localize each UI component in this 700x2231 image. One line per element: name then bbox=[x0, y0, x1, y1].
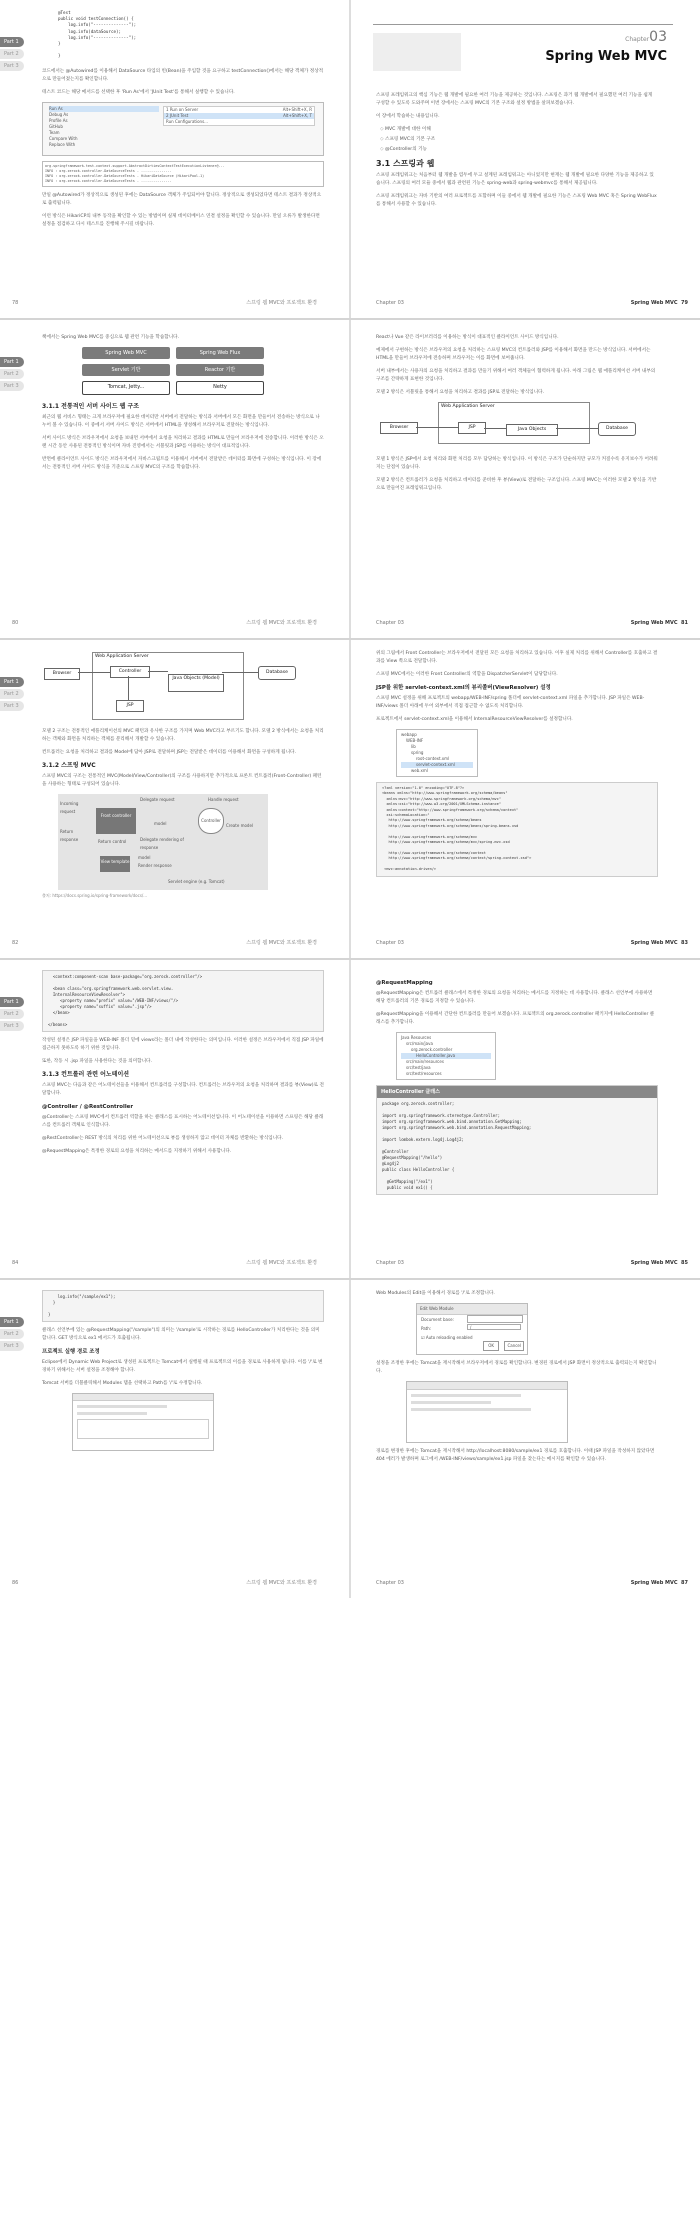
connector bbox=[416, 427, 458, 428]
window-toolbar bbox=[73, 1394, 213, 1401]
stack-box-tomcat: Tomcat, Jetty... bbox=[82, 381, 170, 395]
chapter-band bbox=[373, 33, 461, 71]
code-listing bbox=[376, 1085, 658, 1195]
page-78 bbox=[0, 0, 349, 318]
model-label: model bbox=[138, 855, 151, 860]
page-number: 81 bbox=[681, 620, 688, 626]
submenu-label: 2 JUnit Test bbox=[166, 112, 189, 118]
tree-node[interactable]: spring bbox=[411, 750, 424, 755]
page-number: 87 bbox=[681, 1580, 688, 1586]
section-heading: 3.1.3 컨트롤러 관련 어노테이션 bbox=[42, 1071, 130, 1078]
spring-stack-diagram bbox=[42, 347, 324, 397]
menu-item[interactable]: Debug As bbox=[49, 111, 69, 117]
tab-part3[interactable]: Part 3 bbox=[0, 1341, 24, 1351]
paragraph: Tomcat 서버를 더블클릭해서 Modules 탭을 선택하고 Path를 '/'로 수정합니다. bbox=[42, 1381, 203, 1386]
page-body bbox=[42, 970, 324, 1161]
running-title bbox=[631, 620, 688, 626]
view-resolver-code: <context:component-scan base-package="org.zerock.controller"/> <bean class="org.springframework.web.servlet.view. InternalResourceViewResolver"> <property name="prefix" value="/WEB-INF/views/"/> <property name="suffix" value=".jsp"/> </bean> </beans> bbox=[42, 970, 324, 1032]
menu-item[interactable]: Run As bbox=[49, 106, 159, 112]
create-model-label: Create model bbox=[226, 823, 254, 828]
paragraph: 스프링 MVC에서는 이러한 Front Controller의 역할을 DispatcherServlet이 담당합니다. bbox=[376, 672, 558, 677]
controller-circle: Controller bbox=[198, 808, 224, 834]
spread-1 bbox=[0, 0, 700, 318]
was-label: Web Application Server bbox=[441, 404, 495, 409]
path-label: Path: bbox=[421, 1326, 432, 1331]
connector bbox=[78, 672, 110, 673]
tree-node[interactable]: lib bbox=[411, 744, 416, 749]
model1-diagram bbox=[376, 402, 658, 450]
page-number: 80 bbox=[12, 620, 19, 626]
connector bbox=[148, 671, 168, 672]
book-title-footer: 스프링 웹 MVC와 프로젝트 환경 bbox=[246, 620, 317, 626]
page-body bbox=[376, 974, 658, 1195]
project-tree-screenshot bbox=[396, 729, 478, 777]
jsp-node: JSP bbox=[458, 422, 486, 434]
menu-item[interactable]: Team bbox=[49, 129, 60, 135]
submenu-label: 1 Run on Server bbox=[166, 106, 199, 112]
paragraph: 스프링 프레임워크의 핵심 기능은 웹 개발에 필요한 여러 기능을 제공하는 것입니다. 스프링은 과거 웹 개발에서 필요했던 여러 기능을 쉽게 구성할 수 있도록 도와주며 이번 장에서는 스프링 MVC의 기본 구조와 설정 방법을 살펴보겠습니다. bbox=[376, 93, 653, 106]
shortcut-label: Alt+Shift+X, T bbox=[283, 112, 312, 118]
tree-node[interactable]: src/main/resources bbox=[406, 1059, 444, 1064]
page-84 bbox=[0, 960, 349, 1278]
console-log-screenshot bbox=[42, 161, 324, 187]
paragraph: 테스트 코드는 해당 메서드를 선택한 후 'Run As'에서 'JUnit Test'를 통해서 실행할 수 있습니다. bbox=[42, 89, 235, 95]
page-body bbox=[376, 650, 658, 882]
chapter-footer: Chapter 03 bbox=[376, 300, 404, 306]
paragraph: 예제에서 구현하는 방식은 브라우저의 요청을 처리하는 스프링 MVC의 컨트롤러와 JSP를 이용해서 화면을 만드는 방식입니다. 서버에서는 HTML을 만들어 브라우저에 전송하며 브라우저는 이를 화면에 보여줍니다. bbox=[376, 348, 651, 361]
paragraph: @RestController는 REST 방식의 처리를 위한 어노테이션으로 뷰를 생성하지 않고 데이터 자체를 반환하는 방식입니다. bbox=[42, 1136, 284, 1141]
menu-item[interactable]: GitHub bbox=[49, 123, 63, 129]
tab-part1[interactable]: Part 1 bbox=[0, 1317, 24, 1327]
tab-part3[interactable]: Part 3 bbox=[0, 701, 24, 711]
stack-box-reactor: Reactor 기반 bbox=[176, 364, 264, 376]
tree-node[interactable]: webapp bbox=[401, 732, 417, 737]
front-controller-box: Front controller bbox=[96, 808, 136, 834]
page-number: 86 bbox=[12, 1580, 19, 1586]
tab-part2[interactable]: Part 2 bbox=[0, 1329, 24, 1339]
chapter-number bbox=[625, 29, 667, 45]
delegate-rendering-label: Delegate rendering of response bbox=[140, 837, 184, 850]
section-heading: 3.1 스프링과 웹 bbox=[376, 159, 435, 168]
log-line: INFO : org.zerock.controller.DataSourceTests - --------------- bbox=[45, 168, 172, 173]
tab-part2[interactable]: Part 2 bbox=[0, 369, 24, 379]
tree-node[interactable]: org.zerock.controller bbox=[411, 1047, 453, 1052]
tab-part1[interactable]: Part 1 bbox=[0, 997, 24, 1007]
page-number: 85 bbox=[681, 1260, 688, 1266]
paragraph: 스프링 MVC는 다음과 같은 어노테이션들을 이용해서 컨트롤러를 구성합니다. 컨트롤러는 브라우저의 요청을 처리하며 결과를 뷰(View)로 전달합니다. bbox=[42, 1083, 324, 1096]
auto-reload-checkbox[interactable]: ☑ Auto reloading enabled bbox=[421, 1335, 473, 1340]
browser-node: Browser bbox=[44, 668, 80, 680]
section-heading: JSP를 위한 servlet-context.xml의 뷰리졸버(ViewResolver) 설정 bbox=[376, 685, 551, 691]
connector bbox=[484, 428, 506, 429]
menu-item[interactable]: Profile As bbox=[49, 117, 68, 123]
dialog-title: Edit Web Module bbox=[417, 1304, 527, 1315]
cancel-button[interactable]: Cancel bbox=[504, 1341, 524, 1351]
subsection-heading: @Controller / @RestController bbox=[42, 1104, 133, 1110]
model-label: model bbox=[154, 821, 167, 826]
chapter-footer: Chapter 03 bbox=[376, 940, 404, 946]
paragraph: 스프링 프레임워크는 처음부터 웹 개발을 염두에 두고 설계된 프레임워크는 아니었지만 현재는 웹 개발에 필요한 다양한 기능을 제공하고 있습니다. 스프링의 여러 모듈 중에서 웹과 관련된 기능은 spring-web과 spring-webmvc를 통해서 제공됩니다. bbox=[376, 173, 654, 186]
page-number: 84 bbox=[12, 1260, 19, 1266]
test-code: @Test public void testConnection() { log.info("--------------"); log.info(dataSource); log.info("--------------"); } } bbox=[58, 10, 137, 59]
return-response-label: Return response bbox=[60, 829, 79, 842]
paragraph: @RequestMapping은 특정한 경로의 요청을 처리하는 메서드를 지정하기 위해서 사용합니다. bbox=[42, 1149, 232, 1154]
chapter-label: Chapter bbox=[625, 36, 650, 43]
page-81 bbox=[351, 320, 700, 638]
running-title bbox=[631, 300, 688, 306]
list-item: ◇ @Controller의 기능 bbox=[380, 146, 658, 154]
figure-source: 출처: https://docs.spring.io/spring-framework/docs/... bbox=[42, 893, 148, 898]
return-control-label: Return control bbox=[98, 839, 127, 844]
log-line: INFO : org.zerock.controller.DataSourceTests - HikariDataSource (HikariPool-1) bbox=[45, 173, 205, 178]
context-menu bbox=[49, 106, 159, 148]
spread-3 bbox=[0, 640, 700, 958]
paragraph: 스프링 MVC의 구조는 전통적인 MVC(Model/View/Controller)의 구조를 사용하지만 추가적으로 프론트 컨트롤러(Front-Controller) 패턴을 사용하는 형태로 구성되어 있습니다. bbox=[42, 774, 322, 787]
book-title-footer: 스프링 웹 MVC와 프로젝트 환경 bbox=[246, 1580, 317, 1586]
subsection-heading: @RequestMapping bbox=[376, 980, 433, 986]
part-tabs bbox=[0, 677, 24, 713]
tree-node[interactable]: src/test/java bbox=[406, 1065, 431, 1070]
browser-404-screenshot bbox=[406, 1381, 568, 1443]
run-as-submenu bbox=[163, 106, 315, 126]
running-title-text: Spring Web MVC bbox=[630, 300, 678, 306]
paragraph: 모델 2 방식은 서블릿을 통해서 요청을 처리하고 결과를 JSP로 전달하는 방식입니다. bbox=[376, 390, 545, 395]
database-node: Database bbox=[258, 666, 296, 680]
paragraph: 서버 사이드 방식은 브라우저에서 요청을 보내면 서버에서 요청을 처리하고 결과를 HTML로 만들어 브라우저에 전송합니다. 이러한 방식은 오랜 시간 동안 사용된 전통적인 방식이며 자바 진영에서는 서블릿과 JSP를 이용하는 방식이 대표적입니다. bbox=[42, 436, 324, 449]
tomcat-modules-screenshot bbox=[72, 1393, 214, 1451]
tree-node[interactable]: src/main/java bbox=[406, 1041, 433, 1046]
tab-part3[interactable]: Part 3 bbox=[0, 381, 24, 391]
modules-table bbox=[77, 1419, 209, 1439]
paragraph: 프로젝트에서 servlet-context.xml을 이용해서 InternalResourceViewResolver를 설정합니다. bbox=[376, 717, 573, 722]
code-title: HelloController 클래스 bbox=[377, 1086, 657, 1098]
package-tree-screenshot bbox=[396, 1032, 496, 1080]
subsection-heading: 프로젝트 실행 경로 조정 bbox=[42, 1349, 100, 1355]
part-tabs bbox=[0, 1317, 24, 1353]
page-number: 79 bbox=[681, 300, 688, 306]
browser-node: Browser bbox=[380, 422, 418, 434]
jsp-node: JSP bbox=[116, 700, 144, 712]
tab-part2[interactable]: Part 2 bbox=[0, 1009, 24, 1019]
page-number: 82 bbox=[12, 940, 19, 946]
log-line: org.springframework.test.context.support.AbstractDirtiesContextTestExecutionListener@... bbox=[45, 163, 225, 168]
menu-item[interactable]: Replace With bbox=[49, 141, 76, 147]
servlet-engine-label: Servlet engine (e.g. Tomcat) bbox=[168, 879, 225, 884]
chapter-footer: Chapter 03 bbox=[376, 1260, 404, 1266]
submenu-item[interactable]: Run Configurations... bbox=[166, 118, 208, 124]
page-86 bbox=[0, 1280, 349, 1598]
render-response-label: Render response bbox=[138, 863, 172, 868]
page-83 bbox=[351, 640, 700, 958]
chapter-header bbox=[373, 24, 673, 77]
book-title-footer: 스프링 웹 MVC와 프로젝트 환경 bbox=[246, 1260, 317, 1266]
doc-base-input[interactable] bbox=[467, 1315, 523, 1323]
placeholder-row bbox=[77, 1405, 167, 1408]
running-title-text: Spring Web MVC bbox=[630, 620, 678, 626]
placeholder-row bbox=[411, 1394, 521, 1397]
tree-node[interactable]: Java Resources bbox=[401, 1035, 432, 1040]
chapter-footer: Chapter 03 bbox=[376, 620, 404, 626]
path-input[interactable]: / bbox=[467, 1324, 521, 1330]
running-title bbox=[631, 1260, 688, 1266]
paragraph: 스프링 프레임워크는 자바 기반의 여러 프로젝트를 포함하며 이들 중에서 웹 개발에 필요한 기능은 스프링 Web MVC 혹은 Spring WebFlux를 통해서 사용할 수 있습니다. bbox=[376, 194, 657, 207]
controller-node: Controller bbox=[110, 666, 150, 678]
spread-5 bbox=[0, 1280, 700, 1598]
placeholder-row bbox=[411, 1408, 531, 1411]
log-line: INFO : org.zerock.controller.DataSourceTests - --------------- bbox=[45, 178, 172, 183]
part-tabs bbox=[0, 357, 24, 393]
paragraph: 코드에서는 @Autowired를 이용해서 DataSource 타입의 빈(Bean)을 주입할 것을 요구하고 testConnection()에서는 해당 객체가 정상적으로 만들어졌는지를 확인합니다. bbox=[42, 68, 324, 82]
part-tabs bbox=[0, 37, 24, 73]
chapter-footer: Chapter 03 bbox=[376, 1580, 404, 1586]
placeholder-row bbox=[77, 1412, 147, 1415]
was-label: Web Application Server bbox=[95, 654, 149, 659]
page-82 bbox=[0, 640, 349, 958]
tab-part1[interactable]: Part 1 bbox=[0, 677, 24, 687]
tab-part2[interactable]: Part 2 bbox=[0, 49, 24, 59]
tab-part3[interactable]: Part 3 bbox=[0, 1021, 24, 1031]
handle-label: Handle request bbox=[208, 797, 239, 802]
tab-part1[interactable]: Part 1 bbox=[0, 37, 24, 47]
hello-controller-code: package org.zerock.controller; import org.springframework.stereotype.Controller; import org.springframework.web.bind.annotation.GetMapping; import org.springframework.web.bind.annotation.RequestMapping; import lombok.extern.log4j.Log4j2; @Controller @RequestMapping("/hello") @Log4j2 public class HelloController { @GetMapping("/ex1") public void ex1() { bbox=[377, 1098, 657, 1194]
connector bbox=[222, 672, 258, 673]
connector bbox=[556, 428, 598, 429]
part-tabs bbox=[0, 997, 24, 1033]
tab-part3[interactable]: Part 3 bbox=[0, 61, 24, 71]
paragraph: 모델 2 구조는 전통적인 애플리케이션의 MVC 패턴과 유사한 구조를 가지며 Web MVC라고 부르기도 합니다. 모델 2 방식에서는 요청을 처리하는 객체와 화면을 처리하는 객체를 분리해서 개발할 수 있습니다. bbox=[42, 729, 324, 742]
tree-node[interactable]: WEB-INF bbox=[406, 738, 424, 743]
page-body bbox=[42, 334, 324, 477]
incoming-label: Incoming request bbox=[60, 801, 79, 814]
page-body bbox=[42, 1290, 324, 1456]
book-title-footer: 스프링 웹 MVC와 프로젝트 환경 bbox=[246, 300, 317, 306]
tab-part1[interactable]: Part 1 bbox=[0, 357, 24, 367]
java-objects-node: Java Objects bbox=[506, 424, 558, 436]
paragraph: 반면에 클라이언트 사이드 방식은 브라우저에서 자바스크립트를 이용해서 서버에서 전달받은 데이터를 화면에 구성하는 방식입니다. 이 장에서는 전통적인 서버 사이드 방식을 기준으로 스프링 MVC의 구조를 학습합니다. bbox=[42, 457, 322, 470]
edit-web-module-dialog bbox=[416, 1303, 528, 1355]
chapter-num: 03 bbox=[649, 29, 667, 45]
tree-node[interactable]: root-context.xml bbox=[416, 756, 450, 761]
stack-box-netty: Netty bbox=[176, 381, 264, 395]
page-body bbox=[376, 92, 658, 214]
spread-4 bbox=[0, 960, 700, 1278]
list-item: ◇ MVC 개발에 대한 이해 bbox=[380, 126, 658, 134]
doc-base-label: Document base: bbox=[421, 1317, 454, 1322]
java-objects-node: Java Objects (Model) bbox=[168, 674, 224, 692]
running-title bbox=[631, 940, 688, 946]
paragraph: 이런 방식은 HikariCP의 내부 동작을 확인할 수 있는 방법이며 실제 데이터베이스 연결 설정을 확인할 수 있습니다. 만일 오류가 발생한다면 설정을 점검하고 다시 테스트를 진행해 주시길 바랍니다. bbox=[42, 213, 320, 227]
page-85 bbox=[351, 960, 700, 1278]
tree-node[interactable]: src/test/resources bbox=[406, 1071, 442, 1076]
paragraph: 스프링 MVC 설정을 위해 프로젝트의 webapp/WEB-INF/spring 폴더에 servlet-context.xml 파일을 추가합니다. JSP 파일은 WEB-INF/views 폴더 아래에 두어 외부에서 직접 접근할 수 없도록 처리합니다. bbox=[376, 696, 645, 709]
tree-node[interactable]: web.xml bbox=[411, 768, 428, 773]
paragraph: 서버 내부에서는 사용자의 요청을 처리하고 결과를 만들기 위해서 여러 객체들이 협력하게 됩니다. 아래 그림은 웹 애플리케이션 서버 내부의 구조를 간략하게 표현한 것입니다. bbox=[376, 369, 656, 382]
chapter-title: Spring Web MVC bbox=[545, 49, 667, 64]
running-title-text: Spring Web MVC bbox=[630, 1260, 678, 1266]
spring-mvc-flow-figure bbox=[58, 794, 268, 890]
list-item: ◇ 스프링 MVC의 기본 구조 bbox=[380, 136, 658, 144]
page-87 bbox=[351, 1280, 700, 1598]
paragraph: 최근의 웹 서비스 형태는 크게 브라우저에 필요한 데이터만 서버에서 전달하는 방식과 서버에서 모든 화면을 만들어서 전송하는 방식으로 나누어 볼 수 있습니다. 이 중에서 서버 사이드 방식은 서버에서 HTML을 생성해서 브라우저로 전달하는 방식입니다. bbox=[42, 415, 320, 428]
running-title-text: Spring Web MVC bbox=[630, 940, 678, 946]
topic-list bbox=[380, 126, 658, 154]
section-heading: 3.1.1 전통적인 서버 사이드 웹 구조 bbox=[42, 403, 140, 410]
paragraph: 클래스 선언부에 있는 @RequestMapping("/sample")의 의미는 '/sample'로 시작하는 경로를 HelloController가 처리한다는 것을 의미합니다. GET 방식으로 ex1 메서드가 호출됩니다. bbox=[42, 1328, 320, 1341]
paragraph: 이 장에서 학습하는 내용입니다. bbox=[376, 114, 440, 119]
model2-diagram bbox=[42, 650, 324, 722]
book-title-footer: 스프링 웹 MVC와 프로젝트 환경 bbox=[246, 940, 317, 946]
paragraph: 모델 1 방식은 JSP에서 요청 처리와 화면 처리를 모두 담당하는 방식입니다. 이 방식은 구조가 단순하지만 규모가 커질수록 유지보수가 어려워지는 단점이 있습니다. bbox=[376, 457, 658, 470]
paragraph: 경로를 변경한 후에는 Tomcat을 재시작해서 http://localhost:8080/sample/ex1 경로를 호출합니다. 이때 JSP 파일을 작성하지 않았다면 404 에러가 발생하며 로그에서 /WEB-INF/views/sample/ex1.jsp 파일을 찾는다는 메시지를 확인할 수 있습니다. bbox=[376, 1449, 655, 1462]
spread-2 bbox=[0, 320, 700, 638]
paragraph: React나 Vue 같은 라이브러리를 이용하는 방식이 대표적인 클라이언트 사이드 방식입니다. bbox=[376, 335, 559, 340]
page-80 bbox=[0, 320, 349, 638]
paragraph: @RequestMapping은 컨트롤러 클래스에서 특정한 경로의 요청을 처리하는 메서드를 지정하는 데 사용합니다. 클래스 선언부에 사용하면 해당 컨트롤러의 기본 경로를 지정할 수 있습니다. bbox=[376, 991, 653, 1004]
paragraph: 설정을 조정한 후에는 Tomcat을 재시작해서 브라우저에서 경로를 확인합니다. 변경된 경로에서 JSP 화면이 정상적으로 출력되는지 확인합니다. bbox=[376, 1361, 657, 1374]
paragraph: 컨트롤러는 요청을 처리하고 결과를 Model에 담아 JSP로 전달하며 JSP는 전달받은 데이터를 이용해서 화면을 구성하게 됩니다. bbox=[42, 750, 296, 755]
servlet-context-code: <?xml version="1.0" encoding="UTF-8"?> <beans xmlns="http://www.springframework.org/schema/beans" xmlns:mvc="http://www.springframework.org/schema/mvc" xmlns:xsi="http://www.w3.org/2001/XMLSchema-instance" xmlns:context="http://www.springframework.org/schema/context" xsi:schemaLocation=" http://www.springframework.org/schema/beans http://www.springframework.org/schema/beans/spring-beans.xsd http://www.springframework.org/schema/mvc http://www.springframework.org/schema/mvc/spring-mvc.xsd http://www.springframework.org/schema/context http://www.springframework.org/schema/context/spring-context.xsd"> <mvc:annotation-driven/> bbox=[376, 782, 658, 877]
stack-box-webmvc: Spring Web MVC bbox=[82, 347, 170, 359]
menu-item[interactable]: Compare With bbox=[49, 135, 78, 141]
paragraph: 만일 @Autowired가 정상적으로 생성된 후에는 DataSource 객체가 주입되어야 합니다. 정상적으로 생성되었다면 테스트 결과가 정상적으로 출력됩니다. bbox=[42, 192, 322, 206]
paragraph: 모델 2 방식은 컨트롤러가 요청을 처리하고 데이터를 준비한 후 뷰(View)로 전달하는 구조입니다. 스프링 MVC는 이러한 모델 2 방식을 기반으로 만들어진 프레임워크입니다. bbox=[376, 478, 657, 491]
run-as-menu-screenshot bbox=[42, 102, 324, 156]
database-node: Database bbox=[598, 422, 636, 436]
section-heading: 3.1.2 스프링 MVC bbox=[42, 762, 96, 769]
tab-part2[interactable]: Part 2 bbox=[0, 689, 24, 699]
tree-node-selected[interactable]: HelloController.java bbox=[401, 1053, 491, 1059]
ex1-code: log.info("/sample/ex1"); } } bbox=[42, 1290, 324, 1322]
running-title-text: Spring Web MVC bbox=[630, 1580, 678, 1586]
shortcut-label: Alt+Shift+X, R bbox=[282, 106, 312, 112]
paragraph: Eclipse에서 Dynamic Web Project로 생성된 프로젝트는 Tomcat에서 실행될 때 프로젝트의 이름을 경로로 사용하게 됩니다. 이를 '/'로 변경하기 위해서는 서버 설정을 조정해야 합니다. bbox=[42, 1360, 323, 1373]
stack-box-webflux: Spring Web Flux bbox=[176, 347, 264, 359]
browser-toolbar bbox=[407, 1382, 567, 1390]
page-body bbox=[42, 650, 324, 905]
auto-reload-label: Auto reloading enabled bbox=[425, 1335, 473, 1340]
page-body bbox=[376, 334, 658, 498]
paragraph: 또한, 작동 시 .jsp 파일을 사용한다는 것을 의미합니다. bbox=[42, 1059, 152, 1064]
connector bbox=[128, 676, 129, 700]
paragraph: @RequestMapping을 이용해서 간단한 컨트롤러를 만들어 보겠습니다. 프로젝트의 org.zerock.controller 패키지에 HelloController 클래스를 추가합니다. bbox=[376, 1012, 655, 1025]
page-number: 78 bbox=[12, 300, 19, 306]
running-title bbox=[631, 1580, 688, 1586]
page-body bbox=[376, 1290, 658, 1469]
placeholder-row bbox=[411, 1401, 491, 1404]
page-79 bbox=[351, 0, 700, 318]
paragraph: 위의 그림에서 Front Controller는 브라우저에서 전달된 모든 요청을 처리하고 있습니다. 이후 실제 처리를 위해서 Controller를 호출하고 결과를 View 쪽으로 전달합니다. bbox=[376, 651, 658, 664]
paragraph: 책에서는 Spring Web MVC를 중심으로 웹 관련 기능을 학습합니다. bbox=[42, 335, 180, 340]
delegate-label: Delegate request bbox=[140, 797, 175, 802]
tree-node-selected[interactable]: servlet-context.xml bbox=[401, 762, 473, 768]
paragraph: @Controller는 스프링 MVC에서 컨트롤러 역할을 하는 클래스를 표시하는 어노테이션입니다. 이 어노테이션을 이용하면 스프링은 해당 클래스를 컨트롤러 객체로 인식합니다. bbox=[42, 1115, 324, 1128]
page-number: 83 bbox=[681, 940, 688, 946]
stack-box-servlet: Servlet 기반 bbox=[82, 364, 170, 376]
ok-button[interactable]: OK bbox=[483, 1341, 499, 1351]
paragraph: Web Modules의 Edit을 이용해서 경로를 '/'로 조정합니다. bbox=[376, 1291, 495, 1296]
page-body bbox=[42, 10, 324, 234]
paragraph: 작성된 설정은 JSP 파일들을 WEB-INF 폴더 밑에 views라는 폴더 내에 작성한다는 의미입니다. 이러한 설정은 브라우저에서 직접 JSP 파일에 접근하지 못하도록 하기 위한 것입니다. bbox=[42, 1038, 324, 1051]
view-template-box: View template bbox=[100, 856, 130, 872]
